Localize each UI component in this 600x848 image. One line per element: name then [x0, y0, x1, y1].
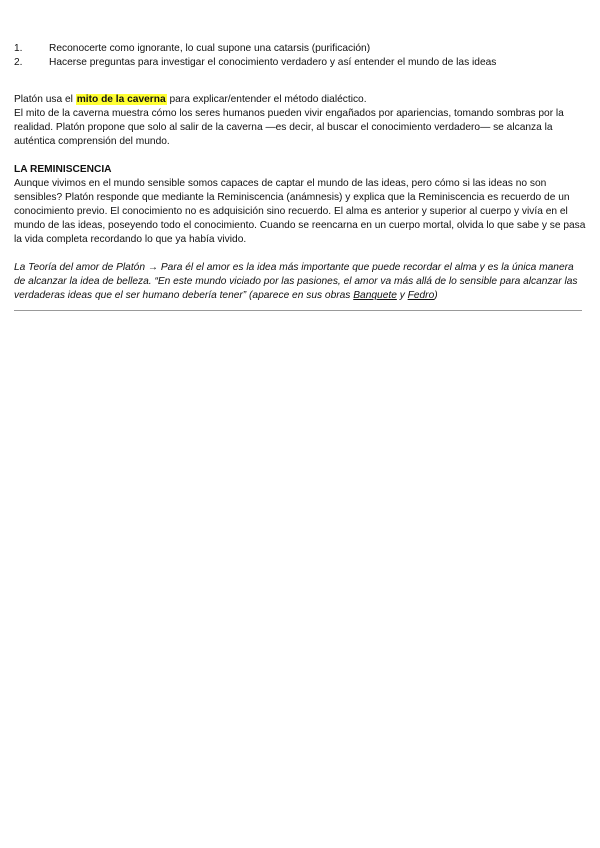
document-content — [14, 42, 586, 311]
list-item-text: Hacerse preguntas para investigar el conocimiento verdadero y así entender el mundo de las ideas — [49, 57, 497, 68]
list-item-number: 1. — [14, 43, 23, 54]
obra-link-banquete: Banquete — [353, 290, 397, 301]
amor-text: La Teoría del amor de Platón → Para él el amor es la idea más importante que puede recordar el alma y es la única manera de alcanzar la idea de belleza. “En este mundo viciado por las pasiones, el amor va más allá de lo sensible para alcanzar las verdaderas ideas que el ser humano debería tener” (aparece en sus obras — [14, 262, 578, 301]
caverna-body: El mito de la caverna muestra cómo los seres humanos pueden vivir engañados por apariencias, tomando sombras por la realidad. Platón propone que solo al salir de la caverna —es decir, al buscar el conocimiento verdadero— se alcanza la auténtica comprensión del mundo. — [14, 108, 564, 147]
amor-conj: y — [396, 290, 408, 301]
list-item — [14, 42, 586, 56]
caverna-intro — [14, 93, 586, 107]
steps-list — [14, 42, 586, 70]
section-heading: LA REMINISCENCIA — [14, 164, 112, 175]
list-item — [14, 56, 586, 70]
horizontal-rule — [14, 310, 582, 311]
caverna-post: para explicar/entender el método dialéctico. — [166, 94, 367, 105]
list-item-number: 2. — [14, 57, 23, 68]
caverna-pre: Platón usa el — [14, 94, 76, 105]
amor-close: ) — [434, 290, 438, 301]
amor-paragraph — [14, 261, 586, 303]
highlighted-term: mito de la caverna — [76, 94, 166, 105]
list-item-text: Reconocerte como ignorante, lo cual supone una catarsis (purificación) — [49, 43, 371, 54]
reminiscencia-body: Aunque vivimos en el mundo sensible somos capaces de captar el mundo de las ideas, pero cómo si las ideas no son sensibles? Platón responde que mediante la Reminiscencia (anámnesis) y explica que la Reminiscencia es recuerdo de un conocimiento previo. El conocimiento no es adquisición sino recuerdo. El alma es anterior y superior al cuerpo y vivía en el mundo de las ideas, poseyendo todo el conocimiento. Cuando se reencarna en un cuerpo mortal, olvida lo que sabe y se pasa la vida completa recordando lo que ya había vivido. — [14, 178, 586, 245]
obra-link-fedro: Fedro — [407, 290, 435, 301]
